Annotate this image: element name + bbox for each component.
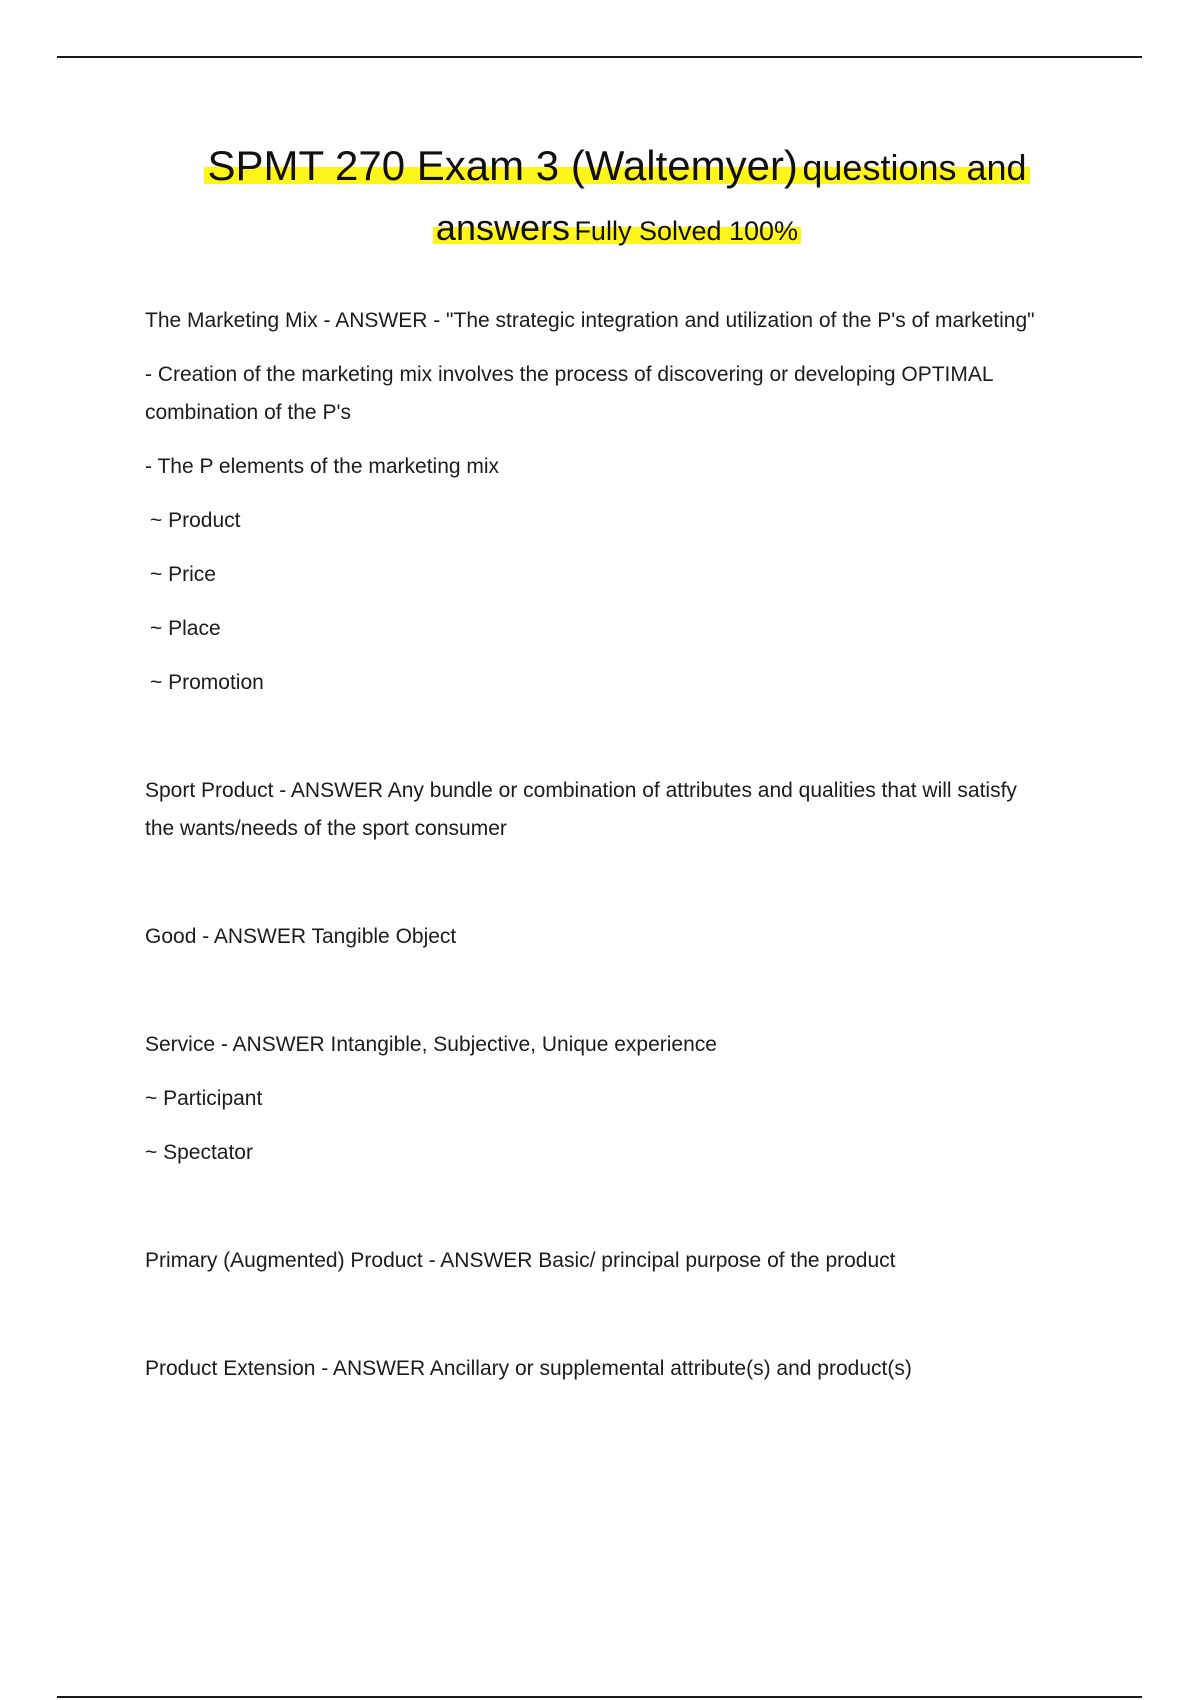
list-item: ~ Price <box>150 563 216 586</box>
list-item: ~ Product <box>150 509 241 532</box>
good-definition: Good - ANSWER Tangible Object <box>145 925 457 948</box>
title-sub: questions and <box>802 147 1027 188</box>
marketing-mix-definition: The Marketing Mix - ANSWER - "The strategic integration and utilization of the P's of marketing" <box>145 309 1035 332</box>
document-title <box>0 140 1200 262</box>
marketing-mix-note: - Creation of the marketing mix involves the process of discovering or developing OPTIMAL <box>145 363 994 386</box>
product-extension-definition: Product Extension - ANSWER Ancillary or supplemental attribute(s) and product(s) <box>145 1357 912 1380</box>
qa-content <box>145 302 1105 1388</box>
title-main: SPMT 270 Exam 3 (Waltemyer) <box>207 142 798 189</box>
list-item: ~ Place <box>150 617 221 640</box>
marketing-mix-elements-heading: - The P elements of the marketing mix <box>145 455 500 478</box>
sport-product-definition-cont: the wants/needs of the sport consumer <box>145 817 507 840</box>
bottom-rule <box>57 1696 1142 1698</box>
list-item: ~ Spectator <box>145 1141 253 1164</box>
primary-product-definition: Primary (Augmented) Product - ANSWER Basic/ principal purpose of the product <box>145 1249 896 1272</box>
title-solved: Fully Solved 100% <box>574 216 799 246</box>
top-rule <box>57 56 1142 58</box>
list-item: ~ Promotion <box>150 671 264 694</box>
sport-product-definition: Sport Product - ANSWER Any bundle or combination of attributes and qualities that will satisfy <box>145 779 1017 802</box>
list-item: ~ Participant <box>145 1087 263 1110</box>
service-definition: Service - ANSWER Intangible, Subjective, Unique experience <box>145 1033 717 1056</box>
marketing-mix-note-cont: combination of the P's <box>145 401 351 424</box>
title-answers: answers <box>435 207 570 248</box>
